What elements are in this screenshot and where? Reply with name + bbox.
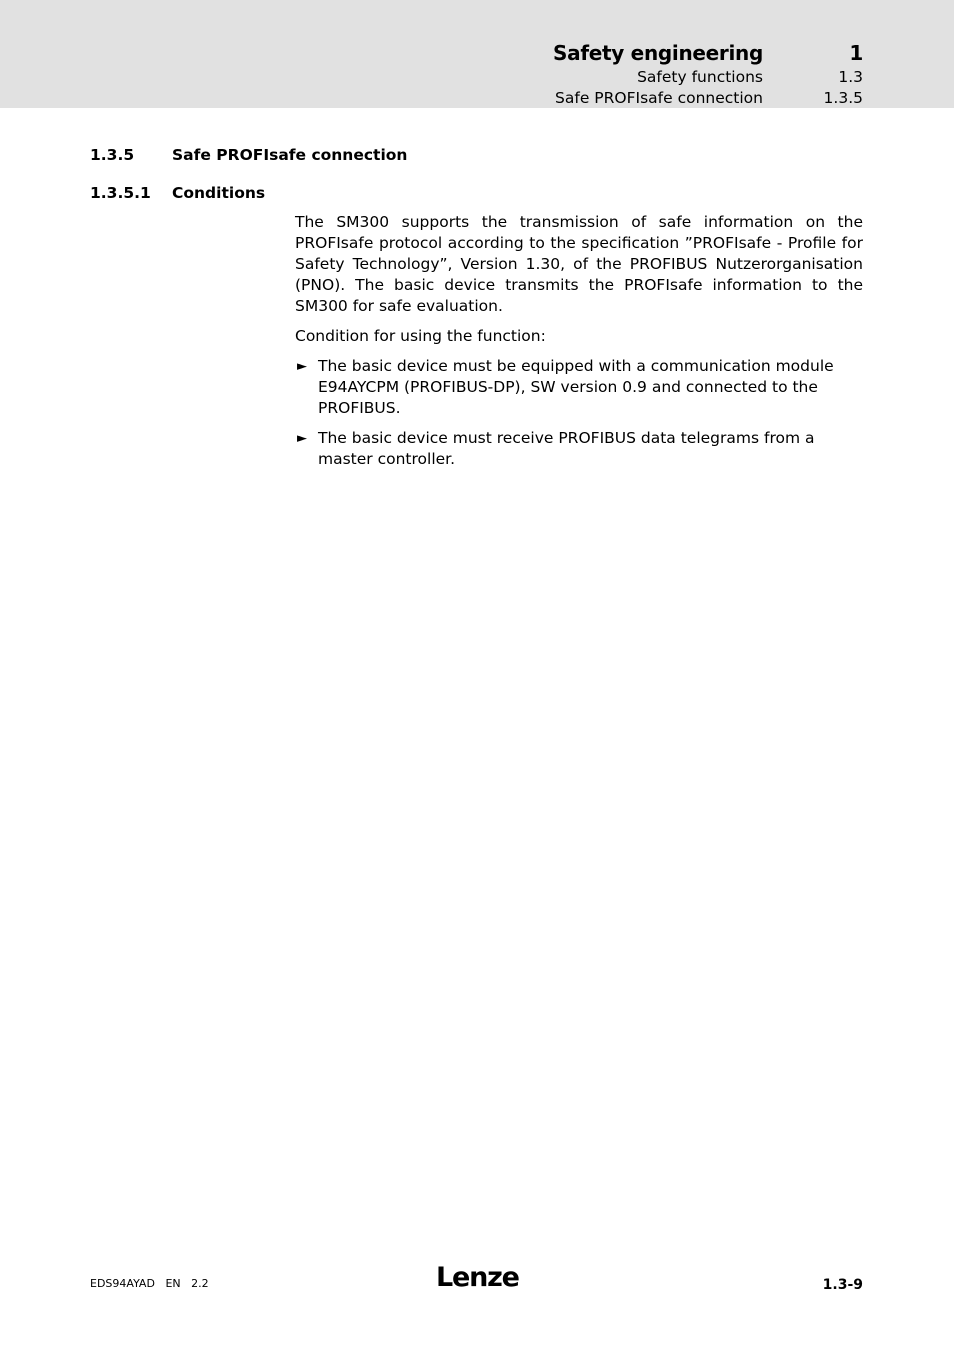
lenze-logo: Lenze (436, 1262, 519, 1293)
heading1-title: Safe PROFIsafe connection (172, 146, 408, 164)
triangle-right-icon: ► (297, 359, 307, 374)
list-item (295, 356, 863, 419)
content-column (295, 212, 863, 479)
condition-paragraph: Condition for using the function: (295, 327, 546, 345)
section-number: 1.3 (838, 68, 863, 86)
triangle-right-icon: ► (297, 431, 307, 446)
chapter-title: Safety engineering (553, 41, 763, 65)
heading2-number: 1.3.5.1 (90, 184, 151, 202)
subsection-number: 1.3.5 (823, 89, 863, 107)
page-number: 1.3-9 (822, 1277, 863, 1293)
list-item-text: The basic device must receive PROFIBUS data telegrams from a master controller. (318, 429, 815, 468)
list-item (295, 428, 863, 470)
intro-paragraph: The SM300 supports the transmission of safe information on the PROFIsafe protocol according to the specification ”PROFIsafe - Profile for Safety Technology”, Version 1.30, of the PROFIBUS Nutzerorganisation (PNO). The basic device transmits the PROFIsafe information to the SM300 for safe evaluation. (295, 213, 863, 315)
list-item-text: The basic device must be equipped with a communication module E94AYCPM (PROFIBUS-DP), SW version 0.9 and connected to the PROFIBUS. (318, 357, 834, 417)
header-band (0, 0, 954, 108)
doc-version: 2.2 (191, 1277, 209, 1290)
doc-language: EN (165, 1277, 181, 1290)
chapter-number: 1 (849, 41, 863, 65)
footer-doc-code (90, 1277, 216, 1290)
heading2-title: Conditions (172, 184, 266, 202)
condition-list (295, 356, 863, 470)
section-title: Safety functions (637, 68, 763, 86)
subsection-title: Safe PROFIsafe connection (555, 89, 763, 107)
heading1-number: 1.3.5 (90, 146, 135, 164)
doc-code: EDS94AYAD (90, 1277, 155, 1290)
